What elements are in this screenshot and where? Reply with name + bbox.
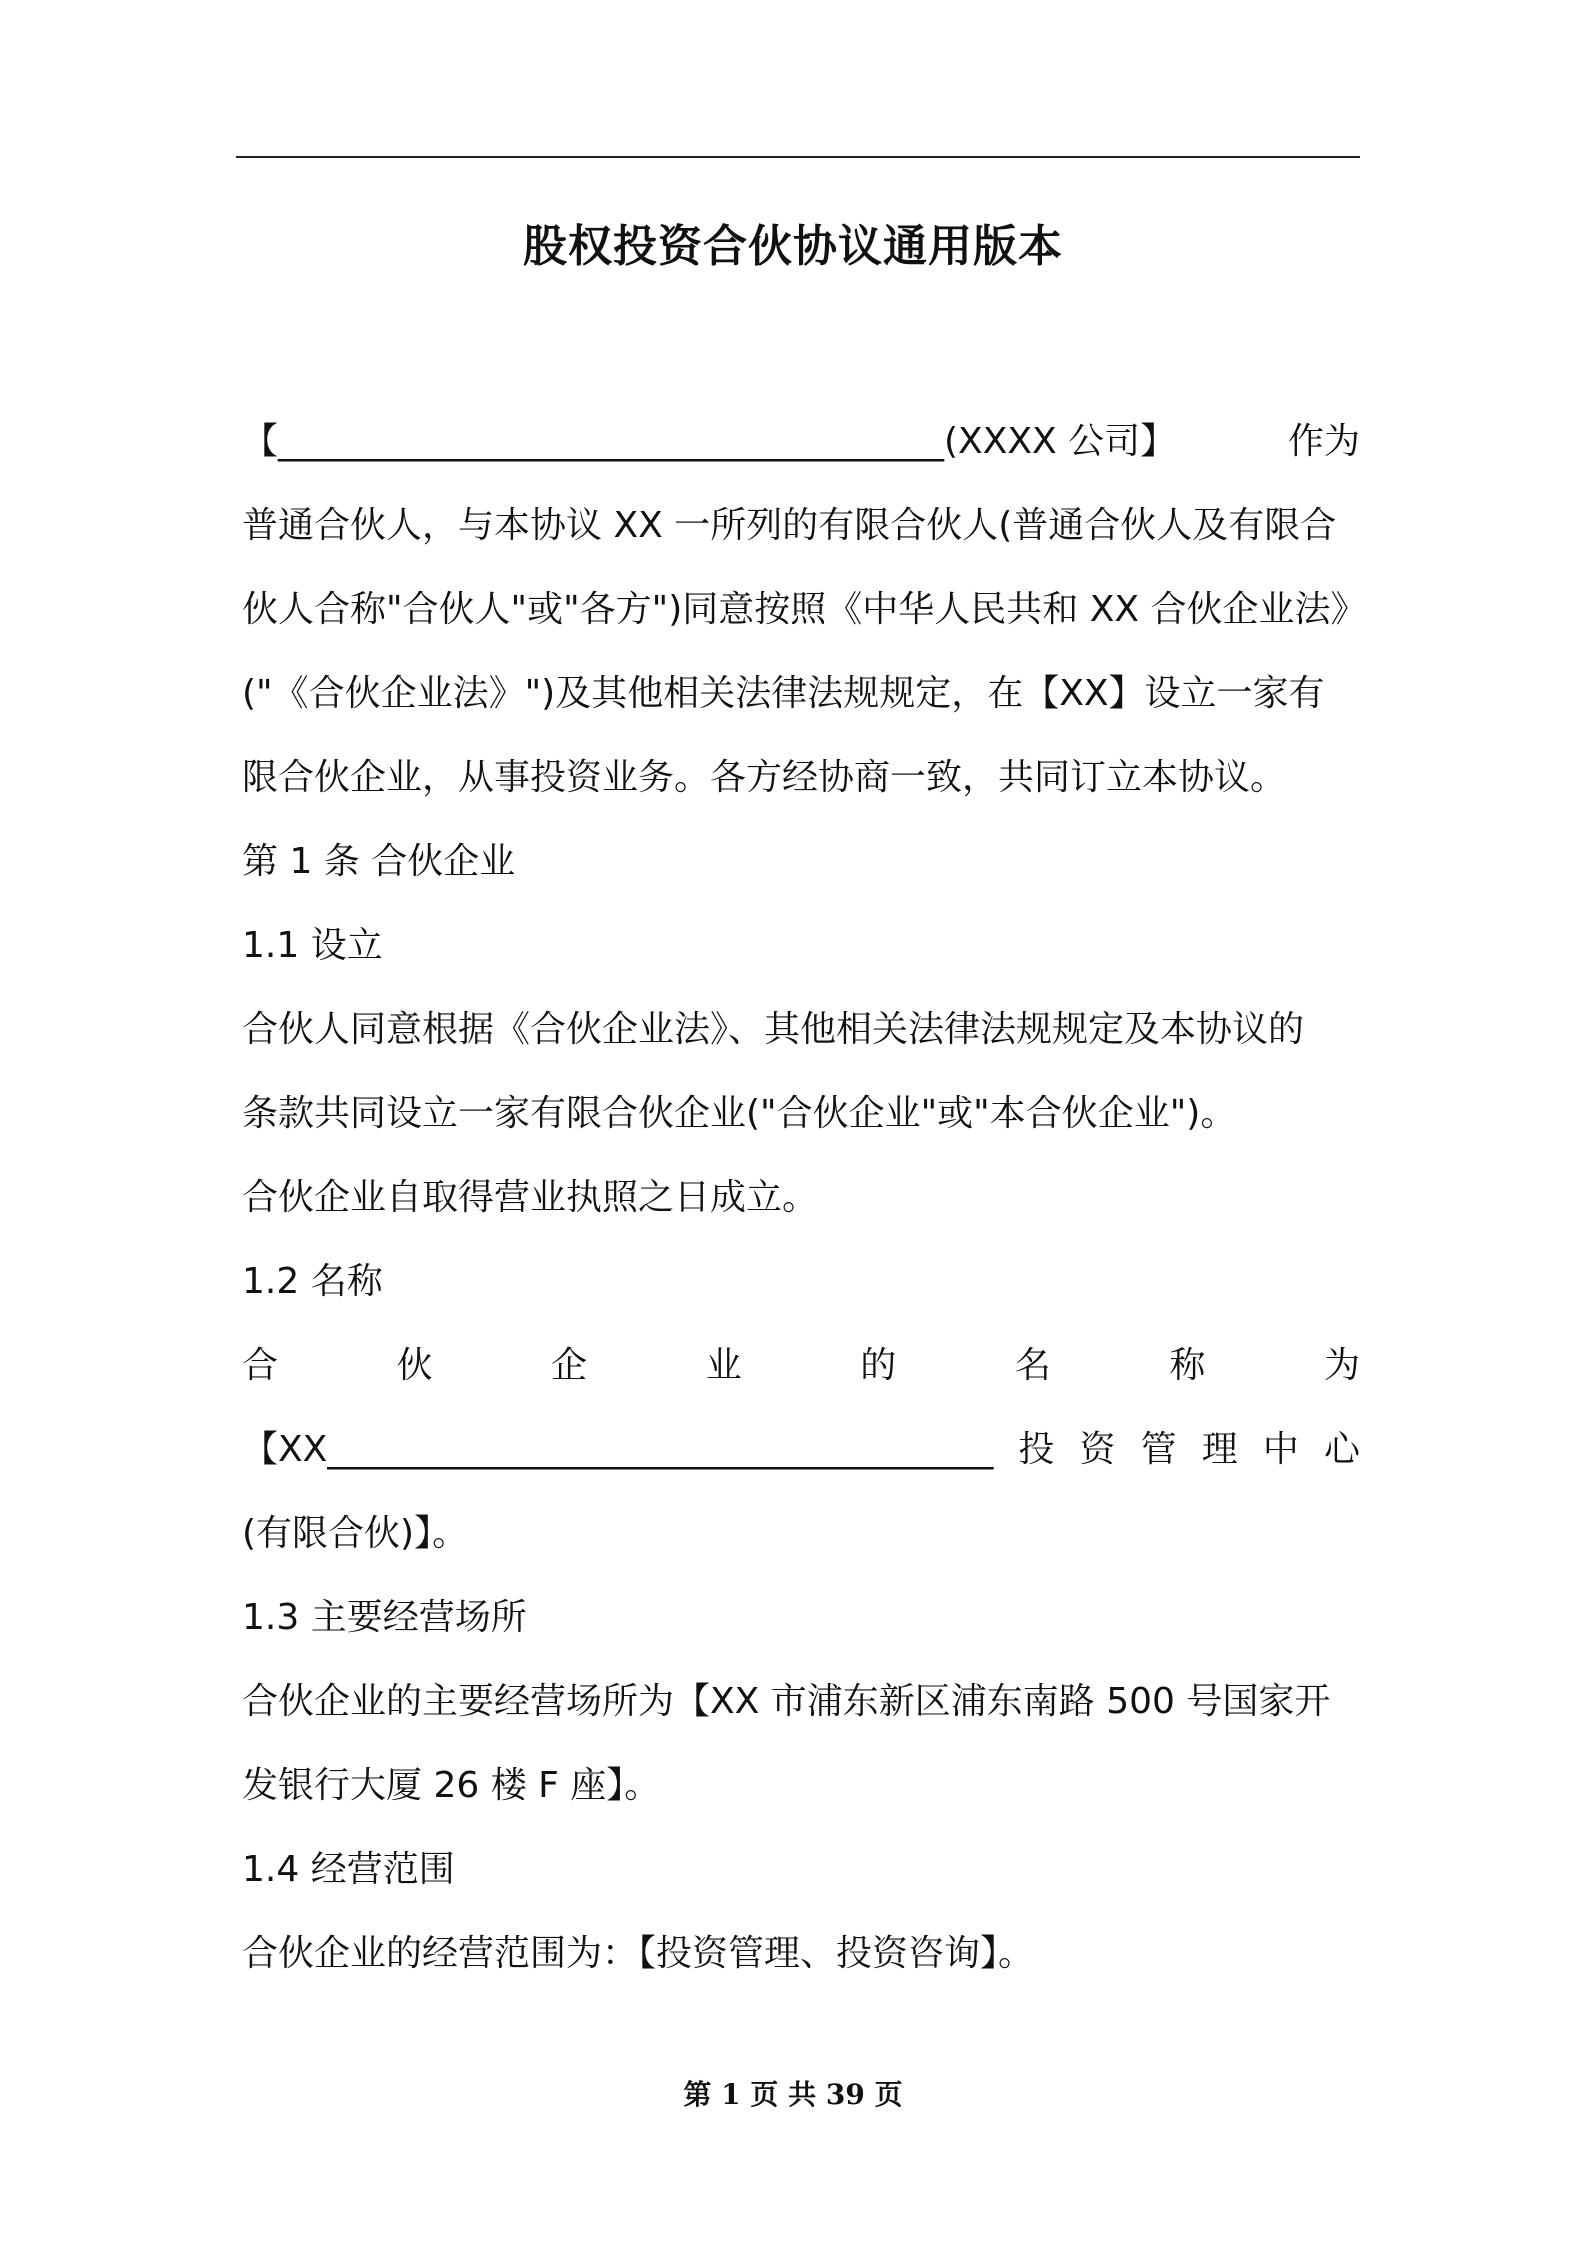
intro-line-1	[242, 400, 1360, 484]
page-footer: 第 1 页 共 39 页	[683, 2078, 903, 2111]
name-char: 中	[1262, 1429, 1299, 1470]
intro-line-4: ("《合伙企业法》")及其他相关法律法规规定，在【XX】设立一家有	[242, 673, 1325, 714]
name-char: 称	[1169, 1345, 1206, 1386]
name-char: 理	[1201, 1429, 1238, 1470]
name-char: 合	[242, 1345, 279, 1386]
intro-line-2: 普通合伙人，与本协议 XX 一所列的有限合伙人(普通合伙人及有限合	[242, 505, 1337, 546]
intro-line-1-right: 作为	[1287, 421, 1360, 462]
name-char: 资	[1079, 1429, 1116, 1470]
name-char: 投	[1018, 1429, 1055, 1470]
header-rule	[236, 156, 1360, 158]
section-1-4-line-1: 合伙企业的经营范围为：【投资管理、投资咨询】。	[242, 1933, 1035, 1974]
name-char: 心	[1323, 1429, 1360, 1470]
section-1-2-line-2	[242, 1408, 1360, 1492]
section-1-4-heading: 1.4 经营范围	[242, 1849, 455, 1890]
section-1-2-heading: 1.2 名称	[242, 1261, 383, 1302]
section-1-1-heading: 1.1 设立	[242, 925, 383, 966]
name-char: 管	[1140, 1429, 1177, 1470]
document-title: 股权投资合伙协议通用版本	[523, 221, 1063, 272]
document-body	[242, 400, 1367, 1996]
section-1-3-heading: 1.3 主要经营场所	[242, 1597, 527, 1638]
section-1-1-line-2: 条款共同设立一家有限合伙企业("合伙企业"或"本合伙企业")。	[242, 1093, 1237, 1134]
name-char: 的	[860, 1345, 897, 1386]
name-blank: 【XX_____________________________________	[242, 1429, 994, 1470]
name-char: 伙	[396, 1345, 433, 1386]
section-1-2-line-1	[242, 1324, 1360, 1408]
name-char: 业	[705, 1345, 742, 1386]
name-char: 名	[1014, 1345, 1051, 1386]
section-1-3-line-1: 合伙企业的主要经营场所为【XX 市浦东新区浦东南路 500 号国家开	[242, 1681, 1331, 1722]
name-char: 为	[1323, 1345, 1360, 1386]
section-1-1-line-1: 合伙人同意根据《合伙企业法》、其他相关法律法规规定及本协议的	[242, 1009, 1305, 1050]
name-char: 企	[551, 1345, 588, 1386]
intro-line-3: 伙人合称"合伙人"或"各方")同意按照《中华人民共和 XX 合伙企业法》	[242, 589, 1367, 630]
section-1-3-line-2: 发银行大厦 26 楼 F 座】。	[242, 1765, 661, 1806]
section-1-1-line-3: 合伙企业自取得营业执照之日成立。	[242, 1177, 819, 1218]
intro-line-5: 限合伙企业，从事投资业务。各方经协商一致，共同订立本协议。	[242, 757, 1287, 798]
article-1-heading: 第 1 条 合伙企业	[242, 841, 516, 882]
section-1-2-line-3: (有限合伙)】。	[242, 1513, 469, 1554]
intro-line-1-left: 【_____________________________________(XXXX 公司】	[242, 421, 1177, 462]
